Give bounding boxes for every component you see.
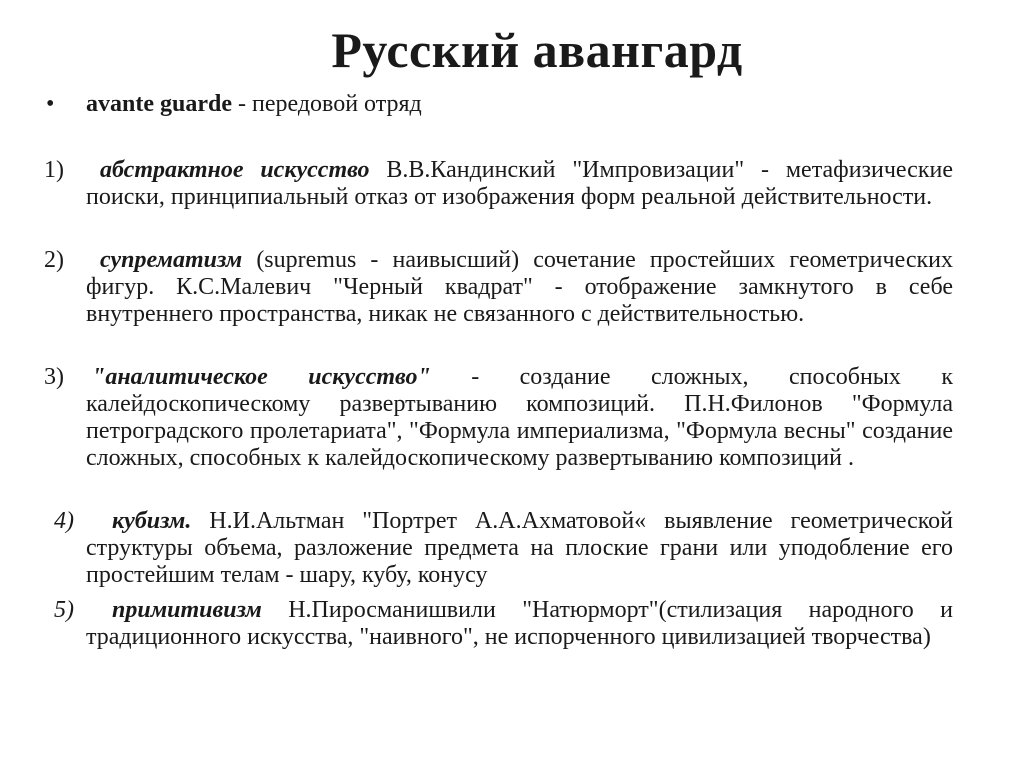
list-item-primitivism bbox=[44, 597, 953, 651]
item-body bbox=[86, 247, 953, 328]
item-text: В.В.Кандинский "Импровизации" - метафизические поиски, принципиальный отказ от изображения форм реальной действительности. bbox=[86, 157, 953, 210]
item-term: "аналитическое искусство" bbox=[92, 364, 431, 390]
item-term: примитивизм bbox=[112, 597, 262, 623]
bullet-dot: • bbox=[46, 91, 55, 117]
item-body bbox=[86, 157, 953, 211]
item-body bbox=[86, 364, 953, 472]
item-text: Н.Пиросманишвили "Натюрморт"(стилизация народного и традиционного искусства, "наивного", не испорченного цивилизацией творчества) bbox=[86, 597, 953, 650]
item-number: 3) bbox=[44, 364, 64, 390]
item-term: кубизм. bbox=[112, 508, 192, 534]
slide-title: Русский авангард bbox=[331, 22, 743, 78]
item-number: 5) bbox=[54, 597, 74, 623]
intro-text: - передовой отряд bbox=[232, 91, 422, 117]
item-body bbox=[86, 508, 953, 589]
item-text: (supremus - наивысший) сочетание простейших геометрических фигур. К.С.Малевич "Черный квадрат" - отображение замкнутого в себе внутреннего пространства, никак не связанного с действительностью. bbox=[86, 247, 953, 327]
intro-term: avante guarde bbox=[86, 91, 232, 117]
item-number: 1) bbox=[44, 157, 64, 183]
list-item-abstract bbox=[44, 157, 953, 211]
item-text: Н.И.Альтман "Портрет А.А.Ахматовой« выявление геометрической структуры объема, разложение предмета на плоские грани или уподобление его простейшим телам - шару, кубу, конусу bbox=[86, 508, 953, 588]
item-number: 4) bbox=[54, 508, 74, 534]
item-text: - создание сложных, способных к калейдоскопическому развертыванию композиций. П.Н.Филонов "Формула петроградского пролетариата", "Формула империализма, "Формула весны" создание сложных, способных к калейдоскопическому развертыванию композиций . bbox=[86, 364, 954, 471]
list-item-cubism bbox=[44, 508, 953, 589]
item-term: абстрактное искусство bbox=[100, 157, 370, 183]
list-item-suprematism bbox=[44, 247, 953, 328]
item-body bbox=[86, 597, 953, 651]
intro-line bbox=[46, 90, 422, 118]
item-number: 2) bbox=[44, 247, 64, 273]
item-term: супрематизм bbox=[100, 247, 243, 273]
list-item-analytic bbox=[44, 364, 953, 472]
